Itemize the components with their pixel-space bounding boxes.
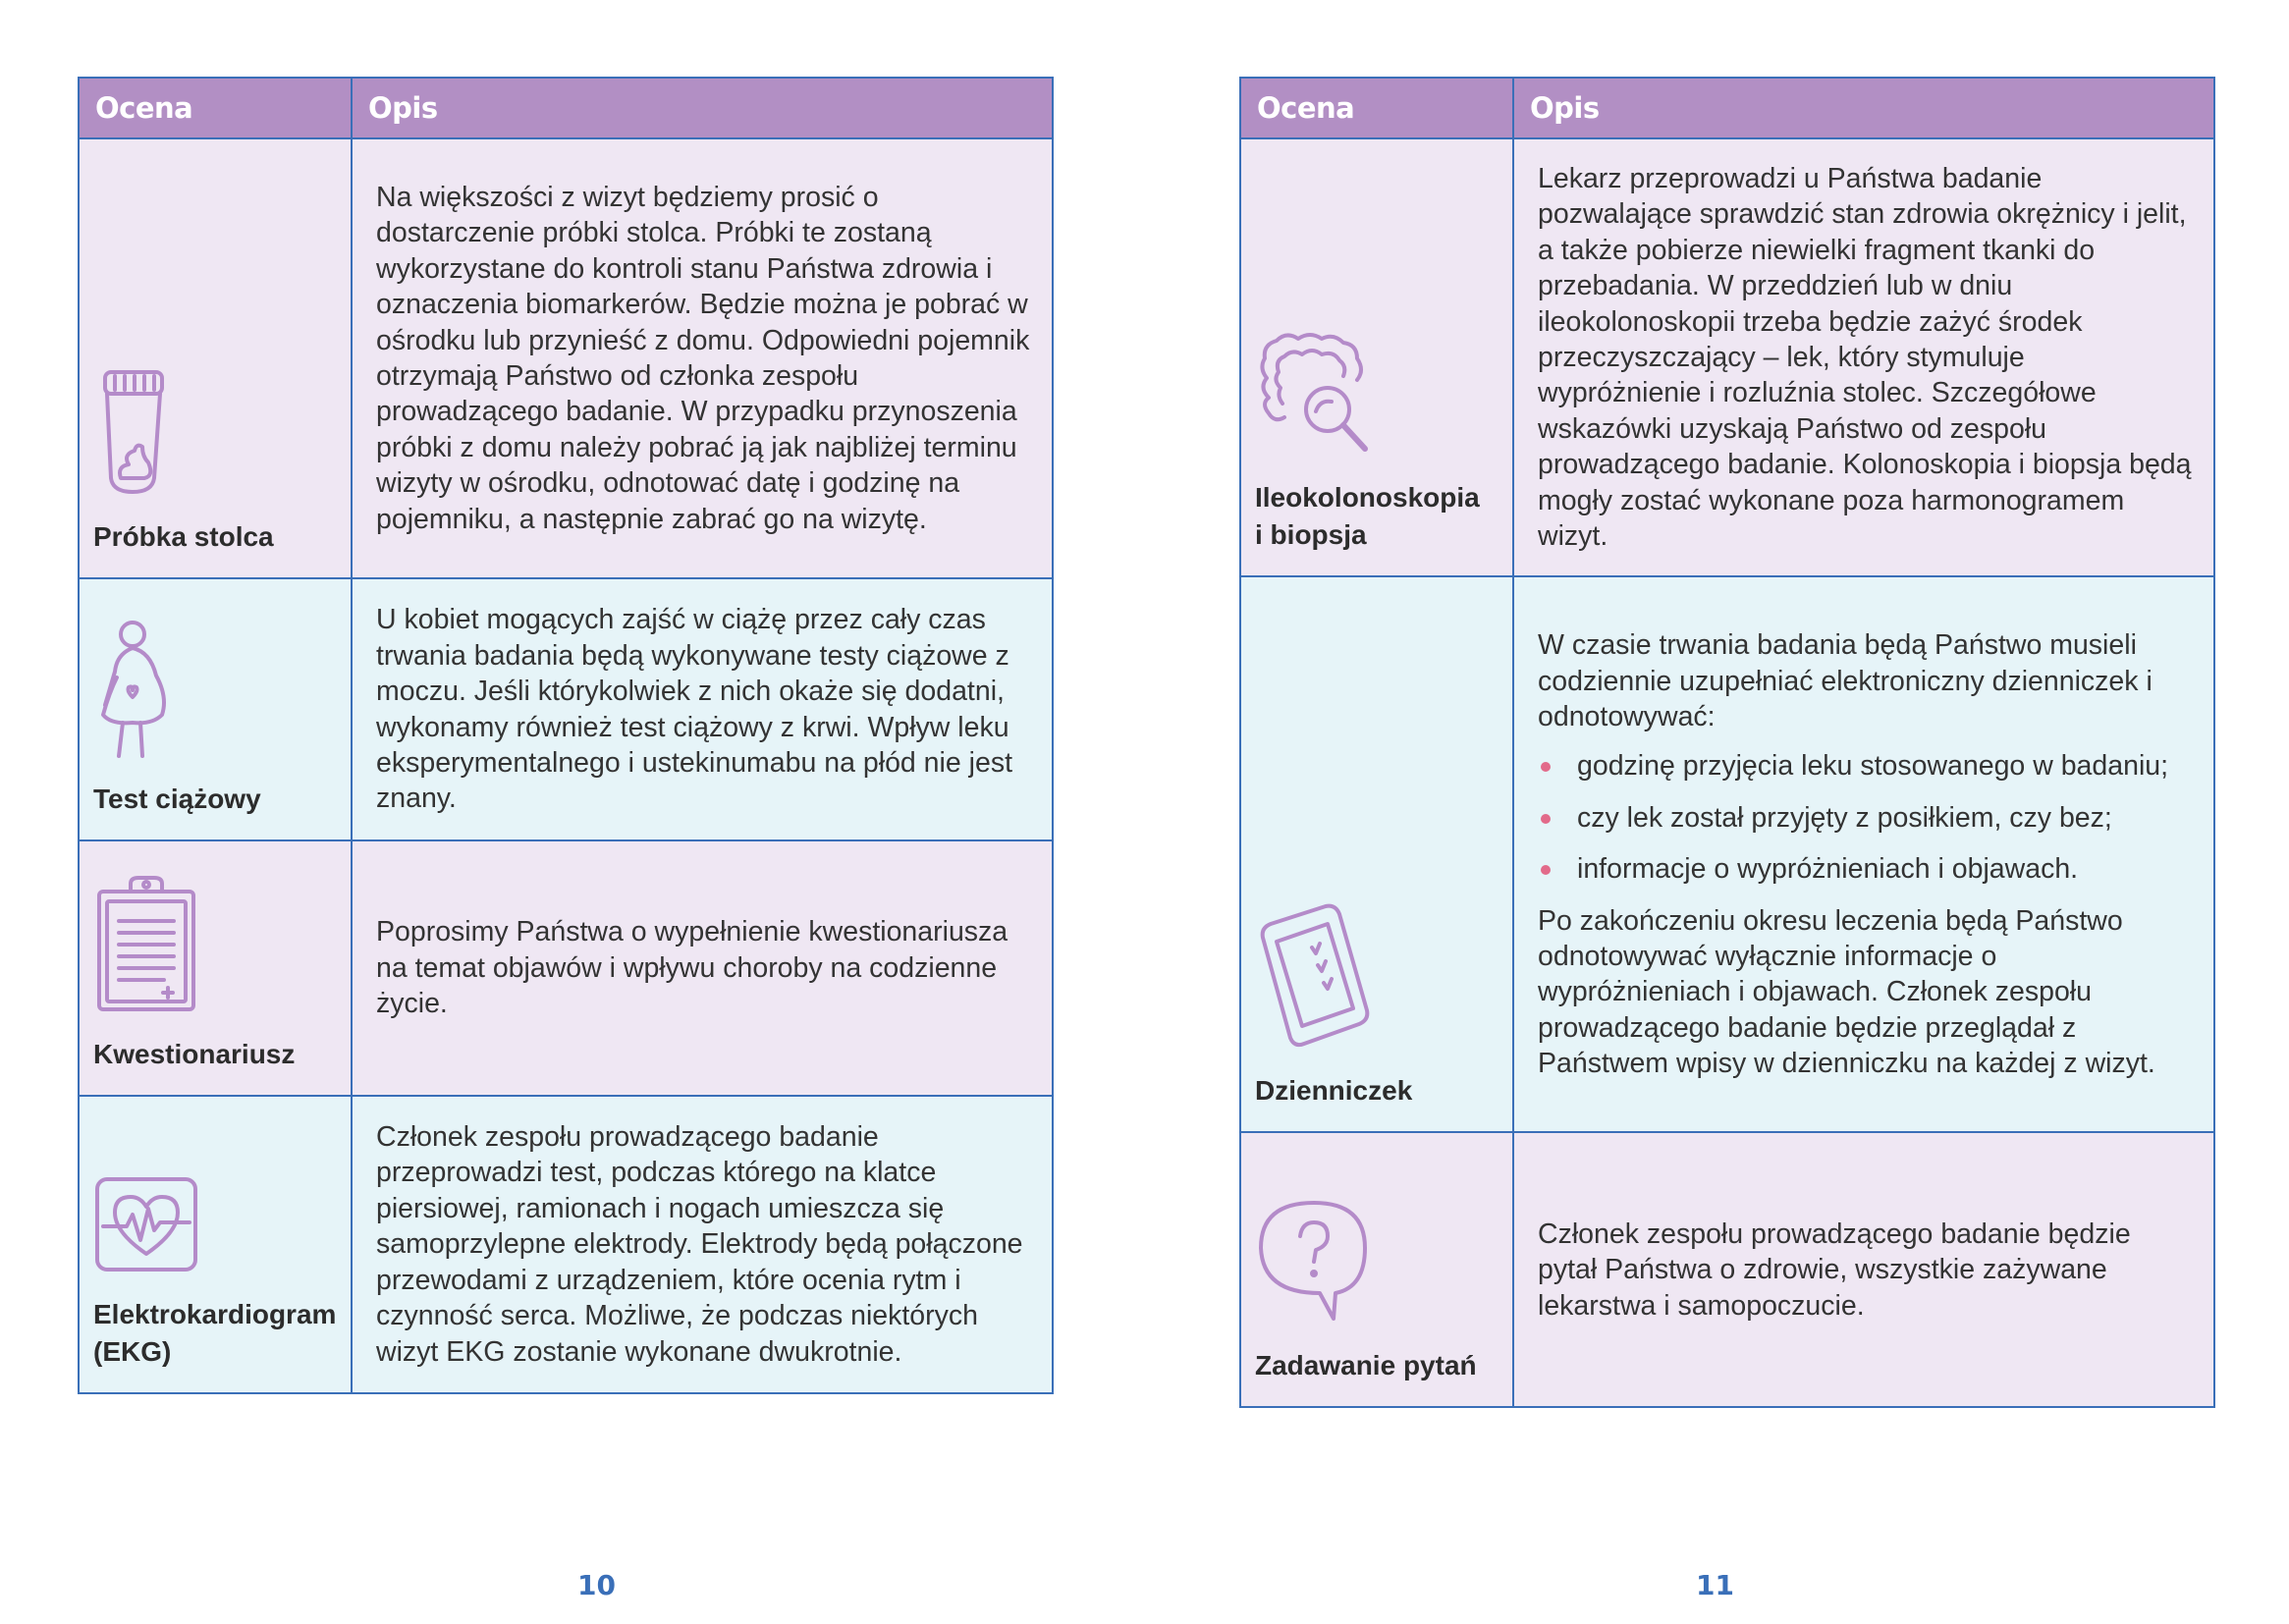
row-label <box>93 1296 337 1371</box>
row-assessment-cell <box>1240 576 1513 1132</box>
diary-outro: Po zakończeniu okresu leczenia będą Państwo odnotowywać wyłącznie informacje o wypróżnieniach i objawach. Członek zespołu prowadzącego badanie będzie przeglądał z Państwem wpisy w dzienniczku na każdej z wizyt. <box>1538 904 2155 1080</box>
row-assessment-cell <box>79 1096 352 1393</box>
row-description: Członek zespołu prowadzącego badanie będzie pytał Państwa o zdrowie, wszystkie zażywane lekarstwa i samopoczucie. <box>1538 1218 2131 1322</box>
row-description: Poprosimy Państwa o wypełnienie kwestionariusza na temat objawów i wpływu choroby na codzienne życie. <box>376 916 1008 1020</box>
row-label: Test ciążowy <box>93 784 261 814</box>
row-label: Dzienniczek <box>1255 1075 1413 1107</box>
header-opis: Opis <box>352 78 1053 138</box>
row-label: Kwestionariusz <box>93 1039 296 1069</box>
assessment-table-right <box>1239 77 2215 1408</box>
list-item: informacje o wypróżnieniach i objawach. <box>1538 851 2192 887</box>
table-row <box>79 138 1053 578</box>
header-ocena: Ocena <box>1240 78 1513 138</box>
row-description: Na większości z wizyt będziemy prosić o dostarczenie próbki stolca. Próbki te zostaną wykorzystane do kontroli stanu Państwa zdrowia i oznaczenia biomarkerów. Będzie można je pobrać w ośrodku lub przynieść z domu. Odpowiedni pojemnik otrzymają Państwo od członka zespołu prowadzącego badanie. W przypadku przynoszenia próbki z domu należy pobrać ją jak najbliżej terminu wizyty w ośrodku, odnotować datę i godzinę na pojemniku, a następnie zabrać go na wizytę. <box>376 181 1030 535</box>
row-description-cell <box>1513 576 2214 1132</box>
page-number-right: 11 <box>1696 1569 1734 1601</box>
row-label: Próbka stolca <box>93 521 274 552</box>
stool-sample-jar-icon <box>93 368 337 501</box>
row-description-cell <box>352 138 1053 578</box>
table-header <box>79 78 1053 138</box>
left-page <box>78 77 1054 1394</box>
row-assessment-cell <box>1240 1132 1513 1407</box>
header-ocena: Ocena <box>79 78 352 138</box>
row-description-cell <box>1513 138 2214 576</box>
header-opis: Opis <box>1513 78 2214 138</box>
assessment-table-left <box>78 77 1054 1394</box>
row-description-cell <box>352 578 1053 840</box>
diary-bullet-list <box>1538 748 2192 887</box>
table-row <box>1240 576 2214 1132</box>
right-page <box>1239 77 2215 1408</box>
colon-magnifier-icon <box>1255 329 1499 461</box>
list-item: czy lek został przyjęty z posiłkiem, czy bez; <box>1538 800 2192 836</box>
row-label-line2: i biopsja <box>1255 519 1367 551</box>
row-label-line1: Ileokolonoskopia <box>1255 482 1480 514</box>
row-description-cell <box>1513 1132 2214 1407</box>
row-assessment-cell <box>1240 138 1513 576</box>
row-description: Członek zespołu prowadzącego badanie przeprowadzi test, podczas którego na klatce piersiowej, ramionach i nogach umieszcza się samoprzylepne elektrody. Elektrody będą połączone przewodami z urządzeniem, które ocenia rytm i czynność serca. Możliwe, że podczas niektórych wizyt EKG zostanie wykonane dwukrotnie. <box>376 1121 1023 1368</box>
diary-intro: W czasie trwania badania będą Państwo musieli codziennie uzupełniać elektroniczny dzienniczek i odnotowywać: <box>1538 629 2153 733</box>
table-row <box>1240 138 2214 576</box>
table-row <box>79 578 1053 840</box>
row-description-cell <box>352 840 1053 1096</box>
table-row <box>1240 1132 2214 1407</box>
list-item: godzinę przyjęcia leku stosowanego w badaniu; <box>1538 748 2192 784</box>
row-label-line2: (EKG) <box>93 1336 172 1367</box>
row-assessment-cell <box>79 578 352 840</box>
table-row <box>79 1096 1053 1393</box>
tablet-diary-icon <box>1255 902 1499 1055</box>
table-header <box>1240 78 2214 138</box>
row-assessment-cell <box>79 840 352 1096</box>
table-row <box>79 840 1053 1096</box>
row-label: Zadawanie pytań <box>1255 1350 1477 1381</box>
page-number-left: 10 <box>577 1569 616 1601</box>
row-assessment-cell <box>79 138 352 578</box>
row-label <box>1255 479 1499 554</box>
question-bubble-icon <box>1255 1197 1499 1329</box>
row-description: Lekarz przeprowadzi u Państwa badanie pozwalające sprawdzić stan zdrowia okrężnicy i jelit, a także pobierze niewielki fragment tkanki do przebadania. W przeddzień lub w dniu ileokolonoskopii trzeba będzie zażyć środek przeczyszczający – lek, który stymuluje wypróżnienie i rozluźnia stolec. Szczegółowe wskazówki uzyskają Państwo od zespołu prowadzącego badanie. Kolonoskopia i biopsja będą mogły zostać wykonane poza harmonogramem wizyt. <box>1538 163 2192 553</box>
row-label-line1: Elektrokardiogram <box>93 1299 337 1329</box>
row-description: U kobiet mogących zajść w ciążę przez cały czas trwania badania będą wykonywane testy ciążowe z moczu. Jeśli którykolwiek z nich okaże się dodatni, wykonamy również test ciążowy z krwi. Wpływ leku eksperymentalnego i ustekinumabu na płód nie jest znany. <box>376 604 1012 815</box>
clipboard-icon <box>93 876 337 1018</box>
heart-monitor-icon <box>93 1175 337 1278</box>
row-description-cell <box>352 1096 1053 1393</box>
pregnant-woman-icon <box>93 621 337 763</box>
